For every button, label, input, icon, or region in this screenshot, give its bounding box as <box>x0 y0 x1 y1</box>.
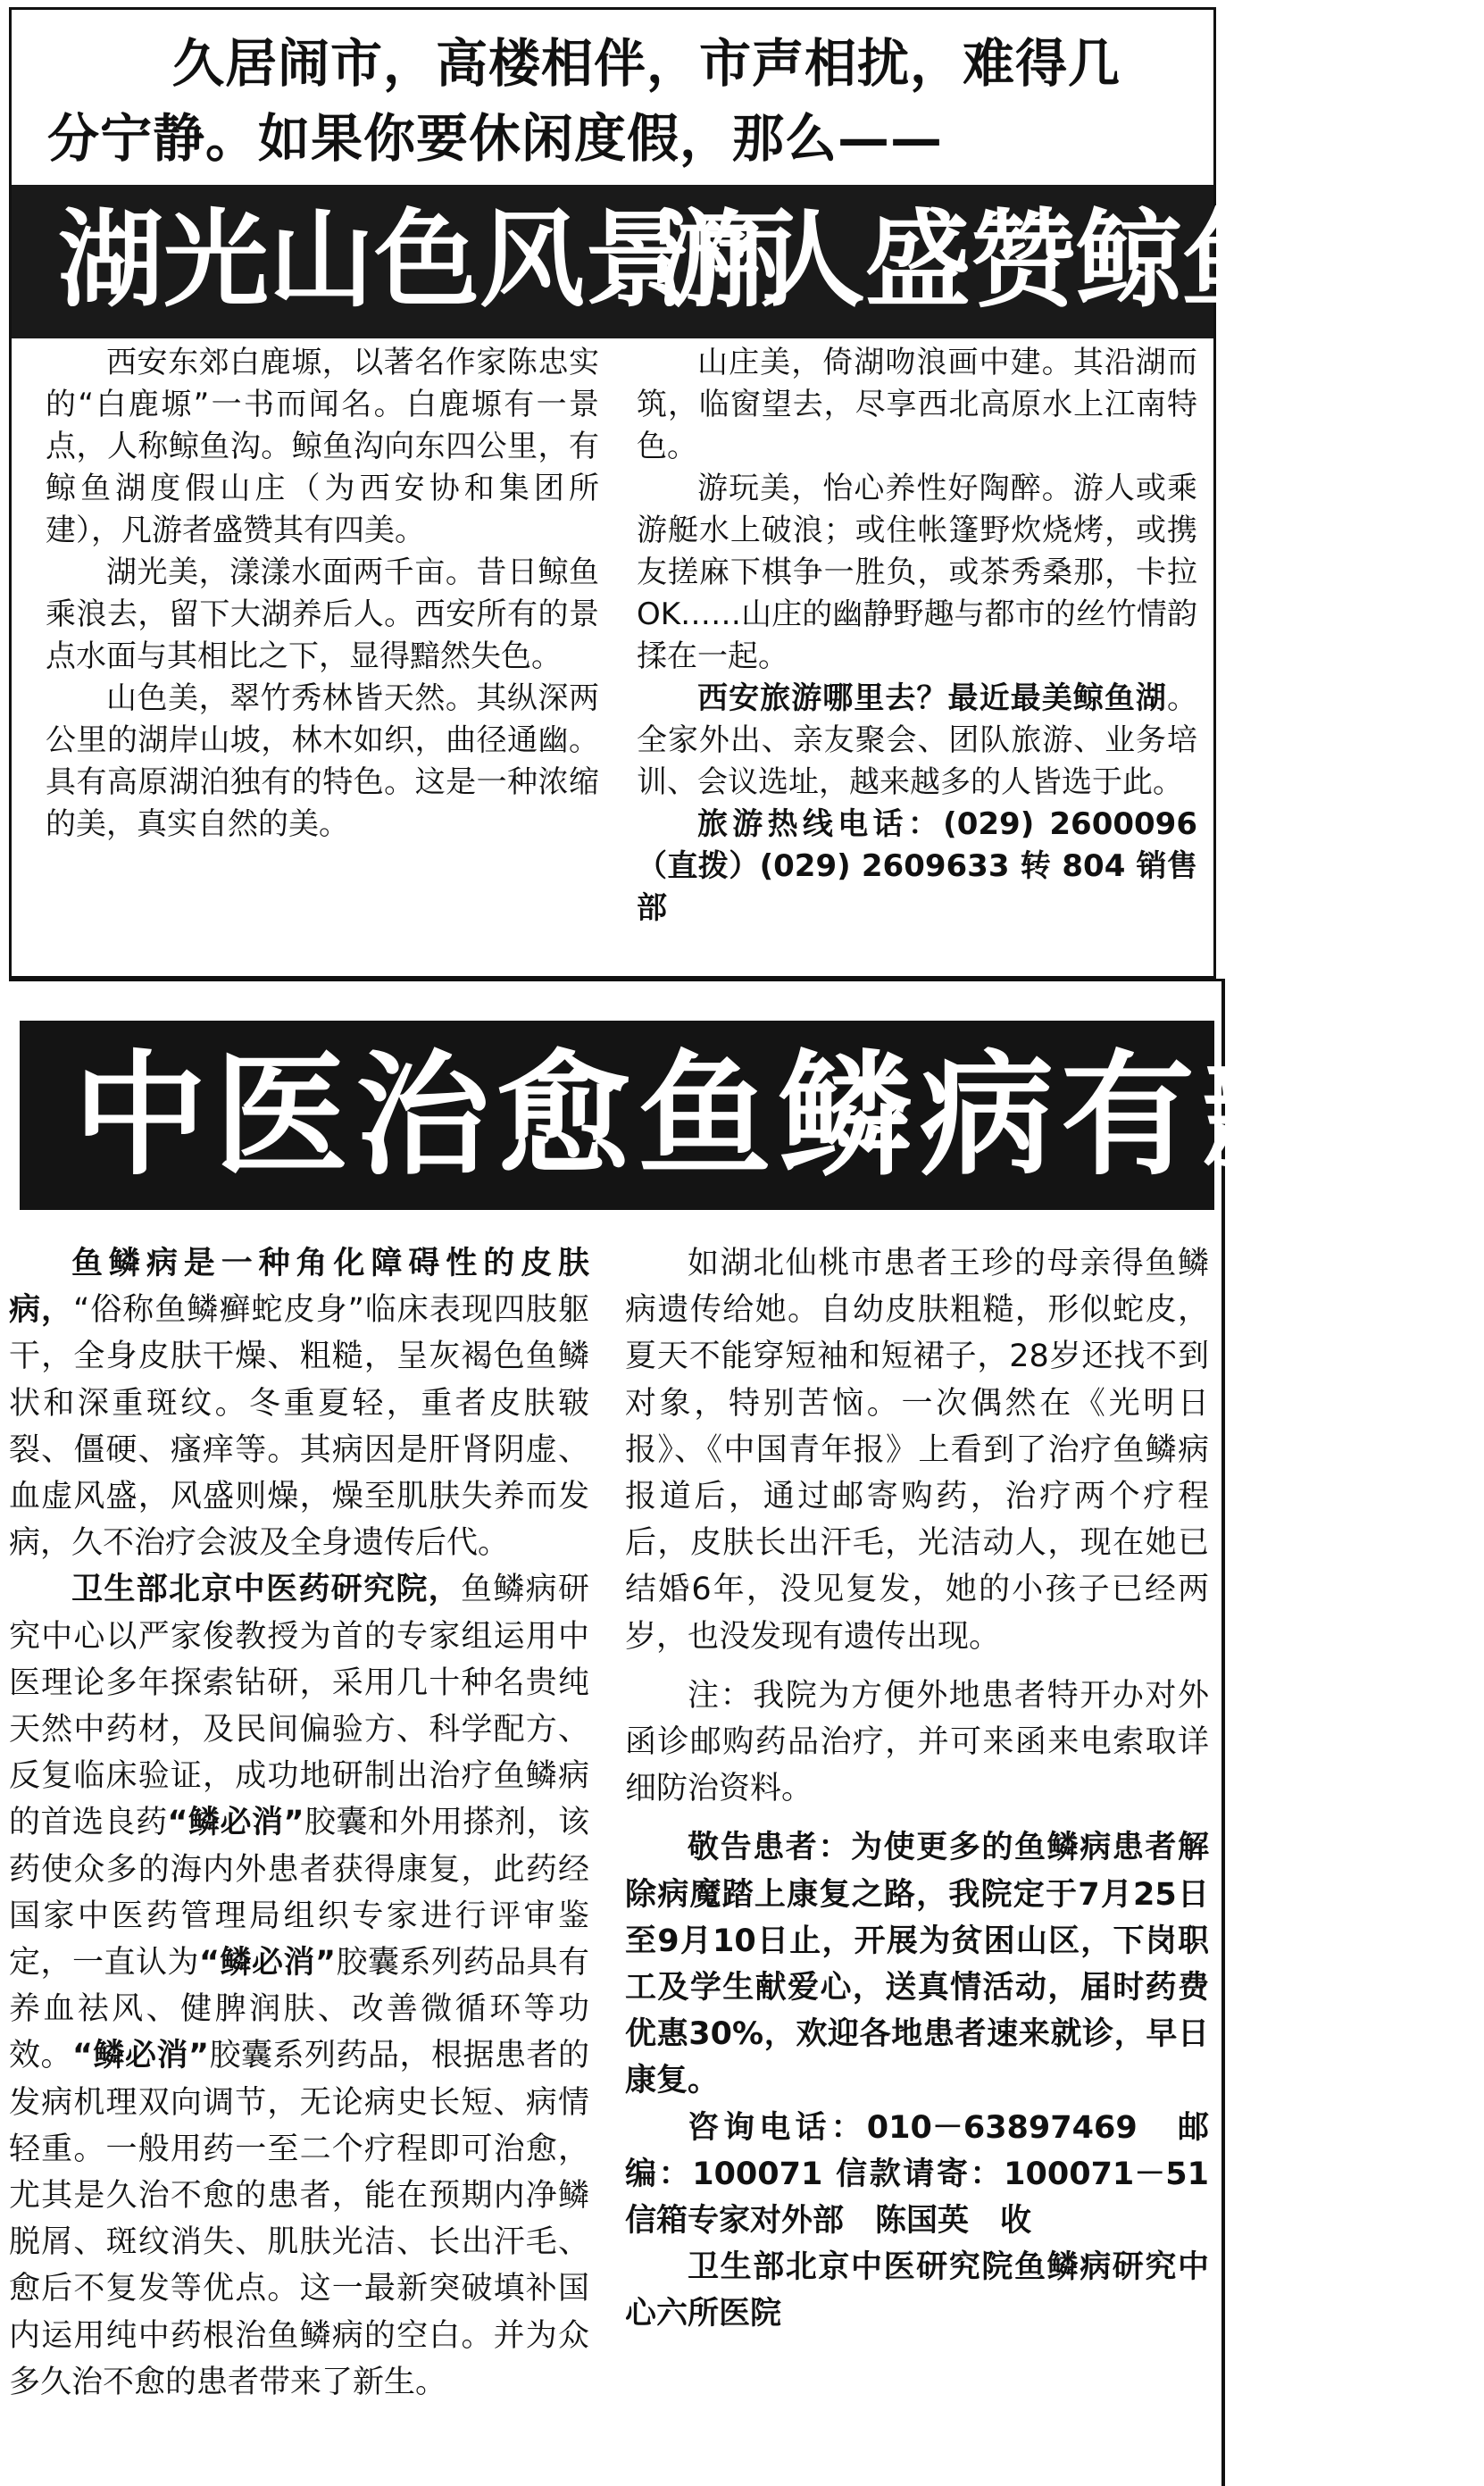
text: 胶囊系列药品具有养血祛风、健脾润肤、改善微循环等功效。 <box>9 1945 589 2074</box>
headline-right: 游人盛赞鲸鱼湖 <box>654 197 1393 321</box>
case-paragraph: 如湖北仙桃市患者王珍的母亲得鱼鳞病遗传给她。自幼皮肤粗糙，形似蛇皮，夏天不能穿短袖和短裙子，28岁还找不到对象，特别苦恼。一次偶然在《光明日报》、《中国青年报》上看到了治疗鱼鳞病报道后，通过邮寄购药，治疗两个疗程后，皮肤长出汗毛，光洁动人，现在她已结婚6年，没见复发，她的小孩子已经两岁，也没发现有遗传出现。 <box>625 1246 1209 1655</box>
intro-line-1: 久居闹市，高楼相伴，市声相扰，难得几 <box>172 33 1121 94</box>
paragraph: 西安东郊白鹿塬，以著名作家陈忠实的“白鹿塬”一书而闻名。白鹿塬有一景点，人称鲸鱼沟。鲸鱼沟向东四公里，有鲸鱼湖度假山庄（为西安协和集团所建），凡游者盛赞其有四美。 <box>46 345 599 548</box>
paragraph: 山庄美，倚湖吻浪画中建。其沿湖而筑，临窗望去，尽享西北高原水上江南特色。 <box>637 345 1197 464</box>
paragraph: 游玩美，怡心养性好陶醉。游人或乘游艇水上破浪；或住帐篷野炊烧烤，或携友搓麻下棋争一胜负，或茶秀桑那，卡拉OK……山庄的幽静野趣与都市的丝竹情韵揉在一起。 <box>637 471 1197 674</box>
paragraph <box>9 1566 589 2406</box>
intro-line-2: 分宁静。如果你要休闲度假，那么—— <box>47 108 944 169</box>
resort-right-column <box>637 342 1197 930</box>
note-paragraph: 注：我院为方便外地患者特开办对外函诊邮购药品治疗，并可来函来电索取详细防治资料。 <box>625 1677 1209 1807</box>
drug-name: “鳞必消” <box>72 2038 209 2074</box>
text: “俗称鱼鳞癣蛇皮身”临床表现四肢躯干，全身皮肤干燥、粗糙，呈灰褐色鱼鳞状和深重斑纹。冬重夏轻，重者皮肤皲裂、僵硬、瘙痒等。其病因是肝肾阴虚、血虚风盛，风盛则燥，燥至肌肤失养而发病，久不治疗会波及全身遗传后代。 <box>9 1292 589 1562</box>
paragraph: 湖光美，漾漾水面两千亩。昔日鲸鱼乘浪去，留下大湖养后人。西安所有的景点水面与其相比之下，显得黯然失色。 <box>46 555 599 674</box>
text: 鱼鳞病研究中心以严家俊教授为首的专家组运用中医理论多年探索钻研，采用几十种名贵纯天然中药材，及民间偏验方、科学配方、反复临床验证，成功地研制出治疗鱼鳞病的首选良药 <box>9 1572 589 1841</box>
hotline: 旅游热线电话：(029) 2600096（直拨）(029) 2609633 转 804 销售部 <box>637 806 1197 926</box>
medical-right-column <box>625 1240 1209 2338</box>
medical-left-column <box>9 1240 589 2406</box>
text: 胶囊和外用搽剂，该药使众多的海内外患者获得康复，此药经国家中医药管理局组织专家进行评审鉴定，一直认为 <box>9 1805 589 1981</box>
resort-advertisement <box>9 7 1393 979</box>
text: 胶囊系列药品，根据患者的发病机理双向调节，无论病史长短、病情轻重。一般用药一至二个疗程即可治愈，尤其是久治不愈的患者，能在预期内净鳞脱屑、斑纹消失、肌肤光洁、长出汗毛、愈后不复发等优点。这一最新突破填补国内运用纯中药根治鱼鳞病的空白。并为众多久治不愈的患者带来了新生。 <box>9 2038 589 2400</box>
signature: 卫生部北京中医研究院鱼鳞病研究中心六所医院 <box>625 2249 1209 2332</box>
medical-headline-bar <box>20 1021 1484 1210</box>
promo-paragraph <box>637 678 1197 804</box>
promo-bold: 西安旅游哪里去？最近最美鲸鱼湖 <box>697 680 1167 716</box>
resort-left-column <box>46 342 599 846</box>
medical-headline: 中医治愈鱼鳞病有新招 <box>73 1039 1484 1194</box>
institute-bold: 卫生部北京中医药研究院， <box>71 1572 461 1608</box>
medical-advertisement <box>9 979 1484 2486</box>
headline-left: 湖光山色风景丽 <box>58 197 796 321</box>
drug-name: “鳞必消” <box>199 1945 336 1981</box>
resort-headline-bar <box>12 185 1393 338</box>
promo-text: 。全家外出、亲友聚会、团队旅游、业务培训、会议选址，越来越多的人皆选于此。 <box>637 680 1197 800</box>
intro-text <box>47 26 1199 176</box>
notice-paragraph: 敬告患者：为使更多的鱼鳞病患者解除病魔踏上康复之路，我院定于7月25日至9月10日止，开展为贫困山区，下岗职工及学生献爱心，送真情活动，届时药费优惠30%，欢迎各地患者速来就诊，早日康复。 <box>625 1830 1209 2099</box>
drug-name: “鳞必消” <box>167 1805 304 1841</box>
contact-paragraph: 咨询电话：010－63897469 邮编：100071 信款请寄：100071－51 信箱专家对外部 陈国英 收 <box>625 2109 1209 2240</box>
paragraph <box>9 1240 589 1566</box>
paragraph: 山色美，翠竹秀林皆天然。其纵深两公里的湖岸山坡，林木如织，曲径通幽。具有高原湖泊独有的特色。这是一种浓缩的美，真实自然的美。 <box>46 680 599 842</box>
lead-bold: 鱼鳞病是一种角化障碍性的皮肤病， <box>9 1246 589 1329</box>
